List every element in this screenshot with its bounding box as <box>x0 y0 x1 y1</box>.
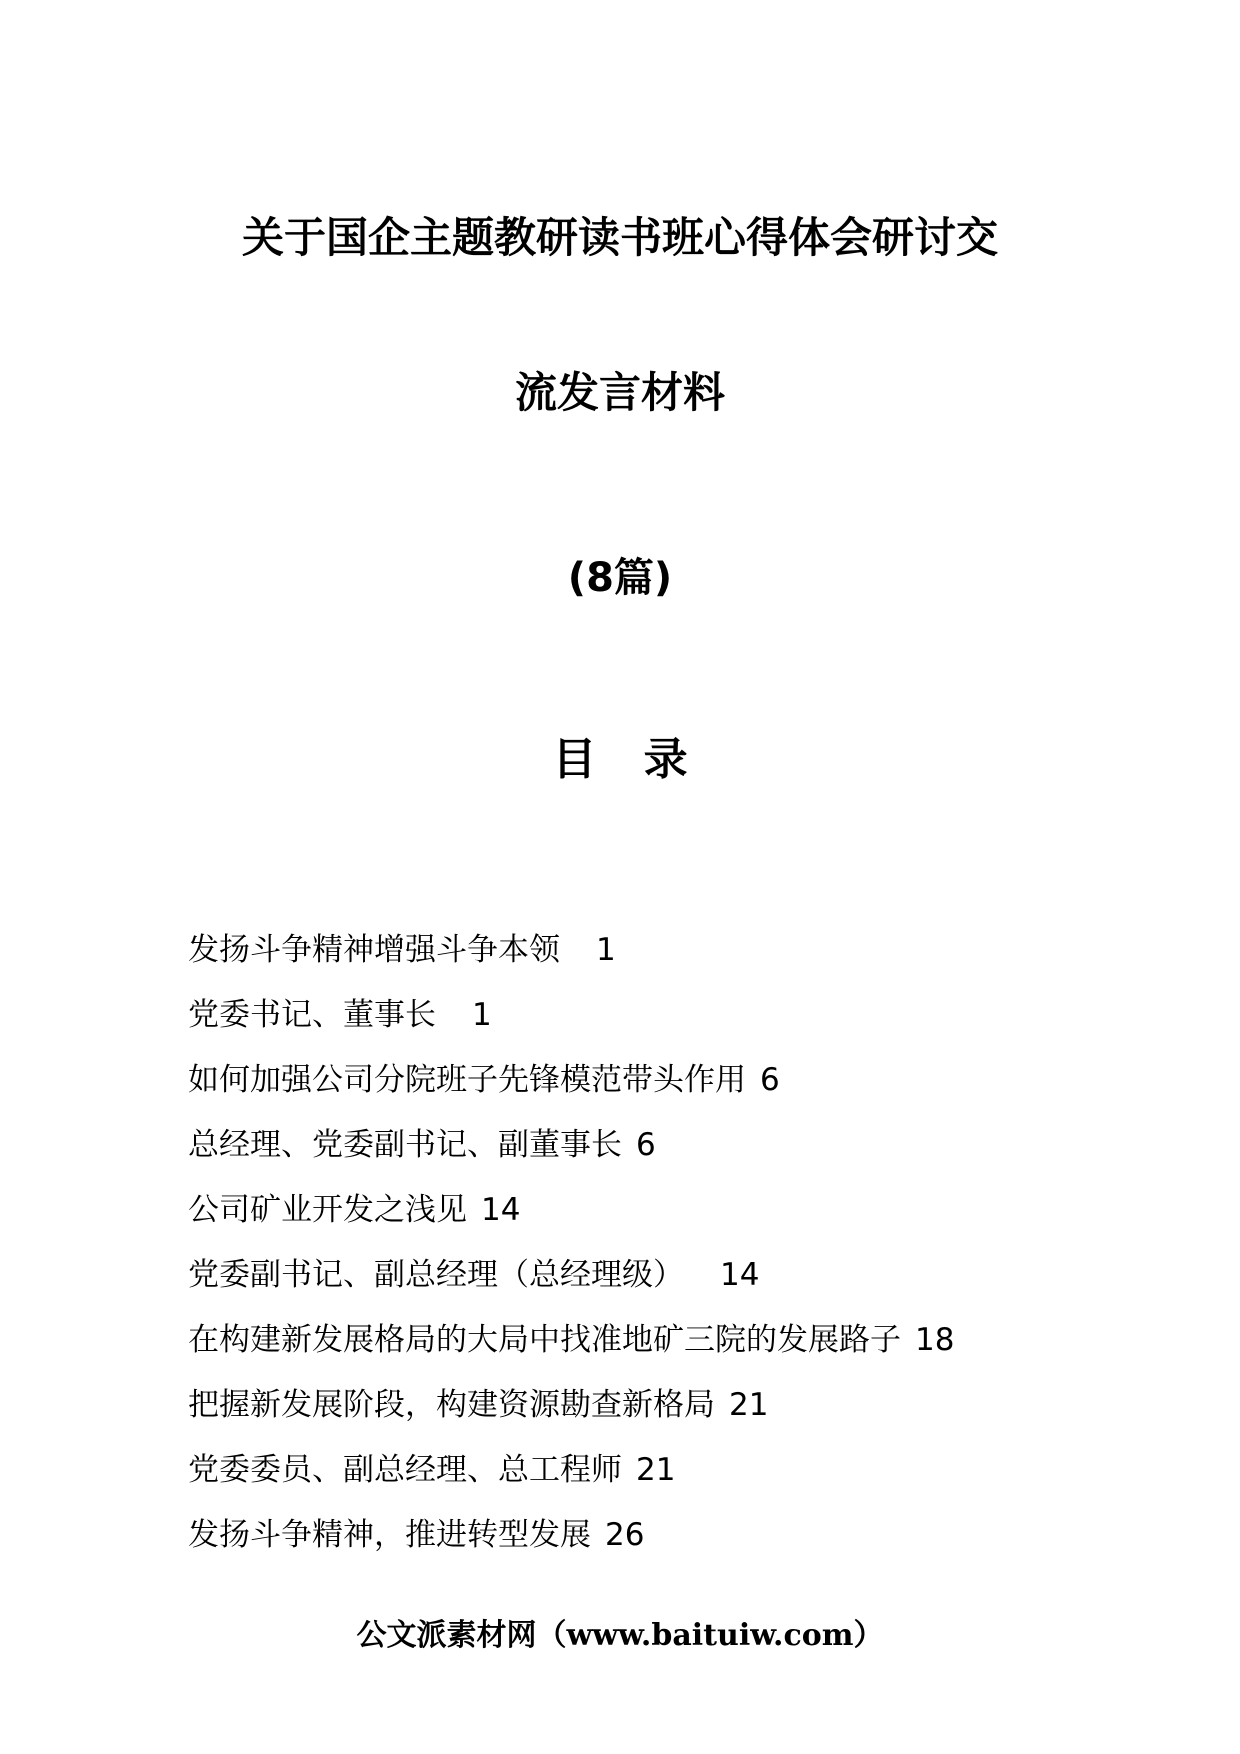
toc-entry-page: 6 <box>760 1062 780 1098</box>
toc-entry-page: 14 <box>481 1192 521 1228</box>
document-subtitle: (8篇) <box>567 555 673 601</box>
toc-entry[interactable] <box>188 1048 954 1113</box>
toc-entry[interactable] <box>188 1243 954 1308</box>
footer-source-text: 公文派素材网（www.baituiw.com） <box>356 1618 884 1653</box>
toc-entry[interactable] <box>188 1113 954 1178</box>
toc-entry-page: 1 <box>596 932 616 968</box>
toc-entry-text: 发扬斗争精神，推进转型发展 <box>188 1517 591 1553</box>
toc-entry-text: 公司矿业开发之浅见 <box>188 1192 467 1228</box>
toc-entry-text: 在构建新发展格局的大局中找准地矿三院的发展路子 <box>188 1322 901 1358</box>
toc-entry[interactable] <box>188 1373 954 1438</box>
toc-entry-text: 党委副书记、副总经理（总经理级） <box>188 1257 684 1293</box>
document-title-line-2: 流发言材料 <box>514 368 725 417</box>
toc-entry-text: 如何加强公司分院班子先锋模范带头作用 <box>188 1062 746 1098</box>
toc-entry-page: 21 <box>729 1387 769 1423</box>
table-of-contents <box>188 918 954 1568</box>
toc-heading: 目 录 <box>552 734 704 785</box>
toc-entry-page: 1 <box>472 997 492 1033</box>
toc-entry-text: 党委书记、董事长 <box>188 997 436 1033</box>
toc-entry-text: 总经理、党委副书记、副董事长 <box>188 1127 622 1163</box>
toc-entry-page: 18 <box>915 1322 955 1358</box>
toc-entry[interactable] <box>188 1438 954 1503</box>
toc-entry-text: 党委委员、副总经理、总工程师 <box>188 1452 622 1488</box>
toc-entry[interactable] <box>188 1503 954 1568</box>
toc-entry[interactable] <box>188 1178 954 1243</box>
toc-entry-page: 21 <box>636 1452 676 1488</box>
document-title-line-1: 关于国企主题教研读书班心得体会研讨交 <box>241 213 998 262</box>
toc-entry-text: 把握新发展阶段，构建资源勘查新格局 <box>188 1387 715 1423</box>
toc-entry-text: 发扬斗争精神增强斗争本领 <box>188 932 560 968</box>
toc-entry-page: 6 <box>636 1127 656 1163</box>
toc-entry-page: 26 <box>605 1517 645 1553</box>
toc-entry-page: 14 <box>720 1257 760 1293</box>
toc-entry[interactable] <box>188 983 954 1048</box>
toc-entry[interactable] <box>188 1308 954 1373</box>
toc-entry[interactable] <box>188 918 954 983</box>
